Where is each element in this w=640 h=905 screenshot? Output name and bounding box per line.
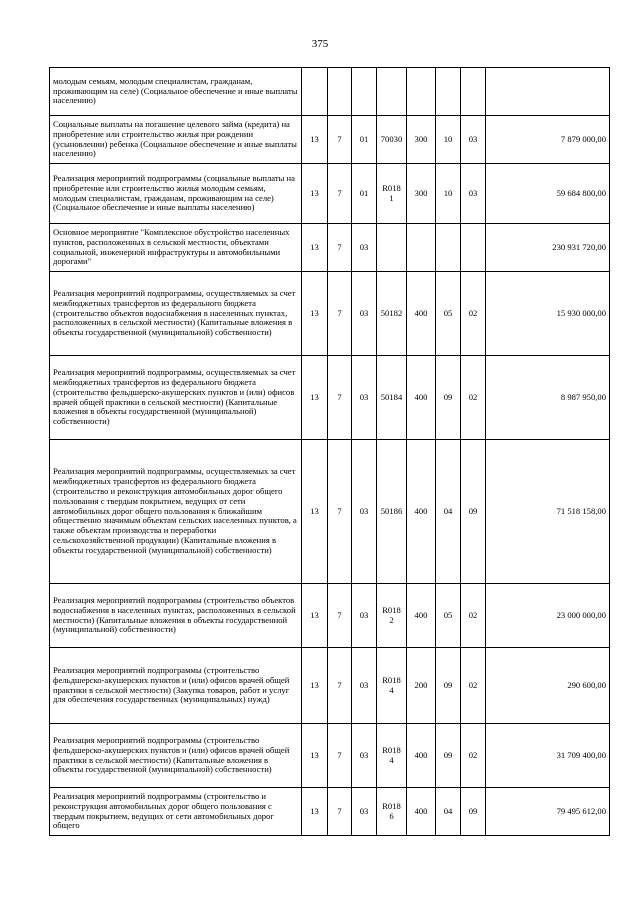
code-cell	[461, 224, 486, 272]
amount-cell: 230 931 720,00	[486, 224, 610, 272]
table-row	[50, 356, 610, 440]
table-row	[50, 224, 610, 272]
item-code-cell: R018 1	[377, 164, 407, 224]
code-cell: 7	[328, 164, 352, 224]
code-cell: 7	[328, 224, 352, 272]
budget-table	[49, 67, 610, 836]
code-cell	[328, 68, 352, 116]
amount-cell	[486, 68, 610, 116]
code-cell	[302, 68, 328, 116]
amount-cell: 15 930 000,00	[486, 272, 610, 356]
code-cell: 13	[302, 584, 328, 648]
row-description: Основное мероприятие "Комплексное обустройство населенных пунктов, расположенных в сельской местности, объектами социальной, инженерной инфраструктуры и автомобильными дорогами"	[50, 224, 302, 272]
table-row	[50, 440, 610, 584]
code-cell: 09	[436, 724, 461, 788]
code-cell: 7	[328, 788, 352, 836]
code-cell	[436, 224, 461, 272]
code-cell: 02	[461, 724, 486, 788]
item-code-cell: R018 2	[377, 584, 407, 648]
code-cell: 400	[407, 584, 436, 648]
item-code-cell: 50182	[377, 272, 407, 356]
item-code-cell: 50186	[377, 440, 407, 584]
row-description: Реализация мероприятий подпрограммы, осуществляемых за счет межбюджетных трансфертов из федерального бюджета (строительство и реконструкция автомобильных дорог общего пользования с твердым покрытием, ведущих от сети автомобильных дорог общего пользования к ближайшим общественно значимым объектам сельских населенных пунктов, а также объектам производства и переработки сельскохозяйственной продукции) (Капитальные вложения в объекты государственной (муниципальной) собственности)	[50, 440, 302, 584]
item-code-cell	[377, 224, 407, 272]
code-cell: 13	[302, 164, 328, 224]
code-cell: 02	[461, 272, 486, 356]
table-row	[50, 68, 610, 116]
amount-cell: 79 495 612,00	[486, 788, 610, 836]
code-cell: 03	[352, 648, 377, 724]
code-cell: 7	[328, 648, 352, 724]
code-cell: 03	[461, 164, 486, 224]
code-cell: 300	[407, 116, 436, 164]
code-cell: 01	[352, 164, 377, 224]
code-cell: 7	[328, 440, 352, 584]
item-code-cell: 70030	[377, 116, 407, 164]
row-description: Реализация мероприятий подпрограммы, осуществляемых за счет межбюджетных трансфертов из федерального бюджета (строительство фельдшерско-акушерских пунктов и (или) офисов врачей общей практики в сельской местности) (Капитальные вложения в объекты государственной (муниципальной) собственности)	[50, 356, 302, 440]
table-row	[50, 116, 610, 164]
code-cell: 400	[407, 356, 436, 440]
code-cell	[461, 68, 486, 116]
code-cell	[407, 68, 436, 116]
code-cell: 13	[302, 724, 328, 788]
table-row	[50, 648, 610, 724]
row-description: Реализация мероприятий подпрограммы (строительство и реконструкция автомобильных дорог общего пользования с твердым покрытием, ведущих от сети автомобильных дорог общего	[50, 788, 302, 836]
code-cell: 05	[436, 272, 461, 356]
table-row	[50, 164, 610, 224]
code-cell: 04	[436, 440, 461, 584]
code-cell	[407, 224, 436, 272]
code-cell: 09	[461, 788, 486, 836]
table-row	[50, 584, 610, 648]
code-cell: 05	[436, 584, 461, 648]
code-cell: 13	[302, 224, 328, 272]
table-row	[50, 724, 610, 788]
code-cell: 7	[328, 272, 352, 356]
amount-cell: 59 684 800,00	[486, 164, 610, 224]
code-cell: 03	[461, 116, 486, 164]
row-description: Реализация мероприятий подпрограммы (строительство объектов водоснабжения в населенных пунктах, расположенных в сельской местности) (Капитальные вложения в объекты государственной (муниципальной) собственности)	[50, 584, 302, 648]
code-cell: 13	[302, 648, 328, 724]
code-cell	[352, 68, 377, 116]
code-cell: 7	[328, 584, 352, 648]
code-cell: 10	[436, 116, 461, 164]
code-cell: 7	[328, 116, 352, 164]
code-cell	[436, 68, 461, 116]
code-cell: 03	[352, 440, 377, 584]
code-cell: 09	[461, 440, 486, 584]
code-cell: 01	[352, 116, 377, 164]
code-cell: 13	[302, 440, 328, 584]
code-cell: 400	[407, 724, 436, 788]
code-cell: 400	[407, 272, 436, 356]
code-cell: 13	[302, 356, 328, 440]
item-code-cell: R018 4	[377, 724, 407, 788]
item-code-cell: 50184	[377, 356, 407, 440]
code-cell: 7	[328, 724, 352, 788]
amount-cell: 7 879 000,00	[486, 116, 610, 164]
amount-cell: 23 000 000,00	[486, 584, 610, 648]
code-cell: 02	[461, 648, 486, 724]
code-cell: 03	[352, 224, 377, 272]
table-row	[50, 272, 610, 356]
row-description: Реализация мероприятий подпрограммы, осуществляемых за счет межбюджетных трансфертов из федерального бюджета (строительство объектов водоснабжения в населенных пунктах, расположенных в сельской местности) (Капитальные вложения в объекты государственной (муниципальной) собственности)	[50, 272, 302, 356]
code-cell: 04	[436, 788, 461, 836]
code-cell: 300	[407, 164, 436, 224]
code-cell: 02	[461, 356, 486, 440]
code-cell: 10	[436, 164, 461, 224]
row-description: Социальные выплаты на погашение целевого займа (кредита) на приобретение или строительство жилья при рождении (усыновлении) ребенка (Социальное обеспечение и иные выплаты населению)	[50, 116, 302, 164]
code-cell: 03	[352, 272, 377, 356]
code-cell: 09	[436, 356, 461, 440]
amount-cell: 71 518 158,00	[486, 440, 610, 584]
code-cell: 7	[328, 356, 352, 440]
code-cell: 09	[436, 648, 461, 724]
item-code-cell: R018 6	[377, 788, 407, 836]
amount-cell: 8 987 950,00	[486, 356, 610, 440]
item-code-cell	[377, 68, 407, 116]
item-code-cell: R018 4	[377, 648, 407, 724]
row-description: Реализация мероприятий подпрограммы (строительство фельдшерско-акушерских пунктов и (или) офисов врачей общей практики в сельской местности) (Закупка товаров, работ и услуг для обеспечения государственных (муниципальных) нужд)	[50, 648, 302, 724]
code-cell: 200	[407, 648, 436, 724]
table-body	[50, 68, 610, 836]
code-cell: 13	[302, 272, 328, 356]
code-cell: 03	[352, 724, 377, 788]
page-number: 375	[311, 38, 329, 50]
table-row	[50, 788, 610, 836]
code-cell: 400	[407, 440, 436, 584]
code-cell: 03	[352, 356, 377, 440]
code-cell: 02	[461, 584, 486, 648]
code-cell: 13	[302, 788, 328, 836]
code-cell: 03	[352, 788, 377, 836]
code-cell: 400	[407, 788, 436, 836]
amount-cell: 31 709 400,00	[486, 724, 610, 788]
row-description: Реализация мероприятий подпрограммы (строительство фельдшерско-акушерских пунктов и (или) офисов врачей общей практики в сельской местности) (Капитальные вложения в объекты государственной (муниципальной) собственности)	[50, 724, 302, 788]
code-cell: 03	[352, 584, 377, 648]
code-cell: 13	[302, 116, 328, 164]
row-description: Реализация мероприятий подпрограммы (социальные выплаты на приобретение или строительство жилья молодым семьям, молодым специалистам, гражданам, проживающим на селе) (Социальное обеспечение и иные выплаты населению)	[50, 164, 302, 224]
amount-cell: 290 600,00	[486, 648, 610, 724]
row-description: молодым семьям, молодым специалистам, гражданам, проживающим на селе) (Социальное обеспечение и иные выплаты населению)	[50, 68, 302, 116]
